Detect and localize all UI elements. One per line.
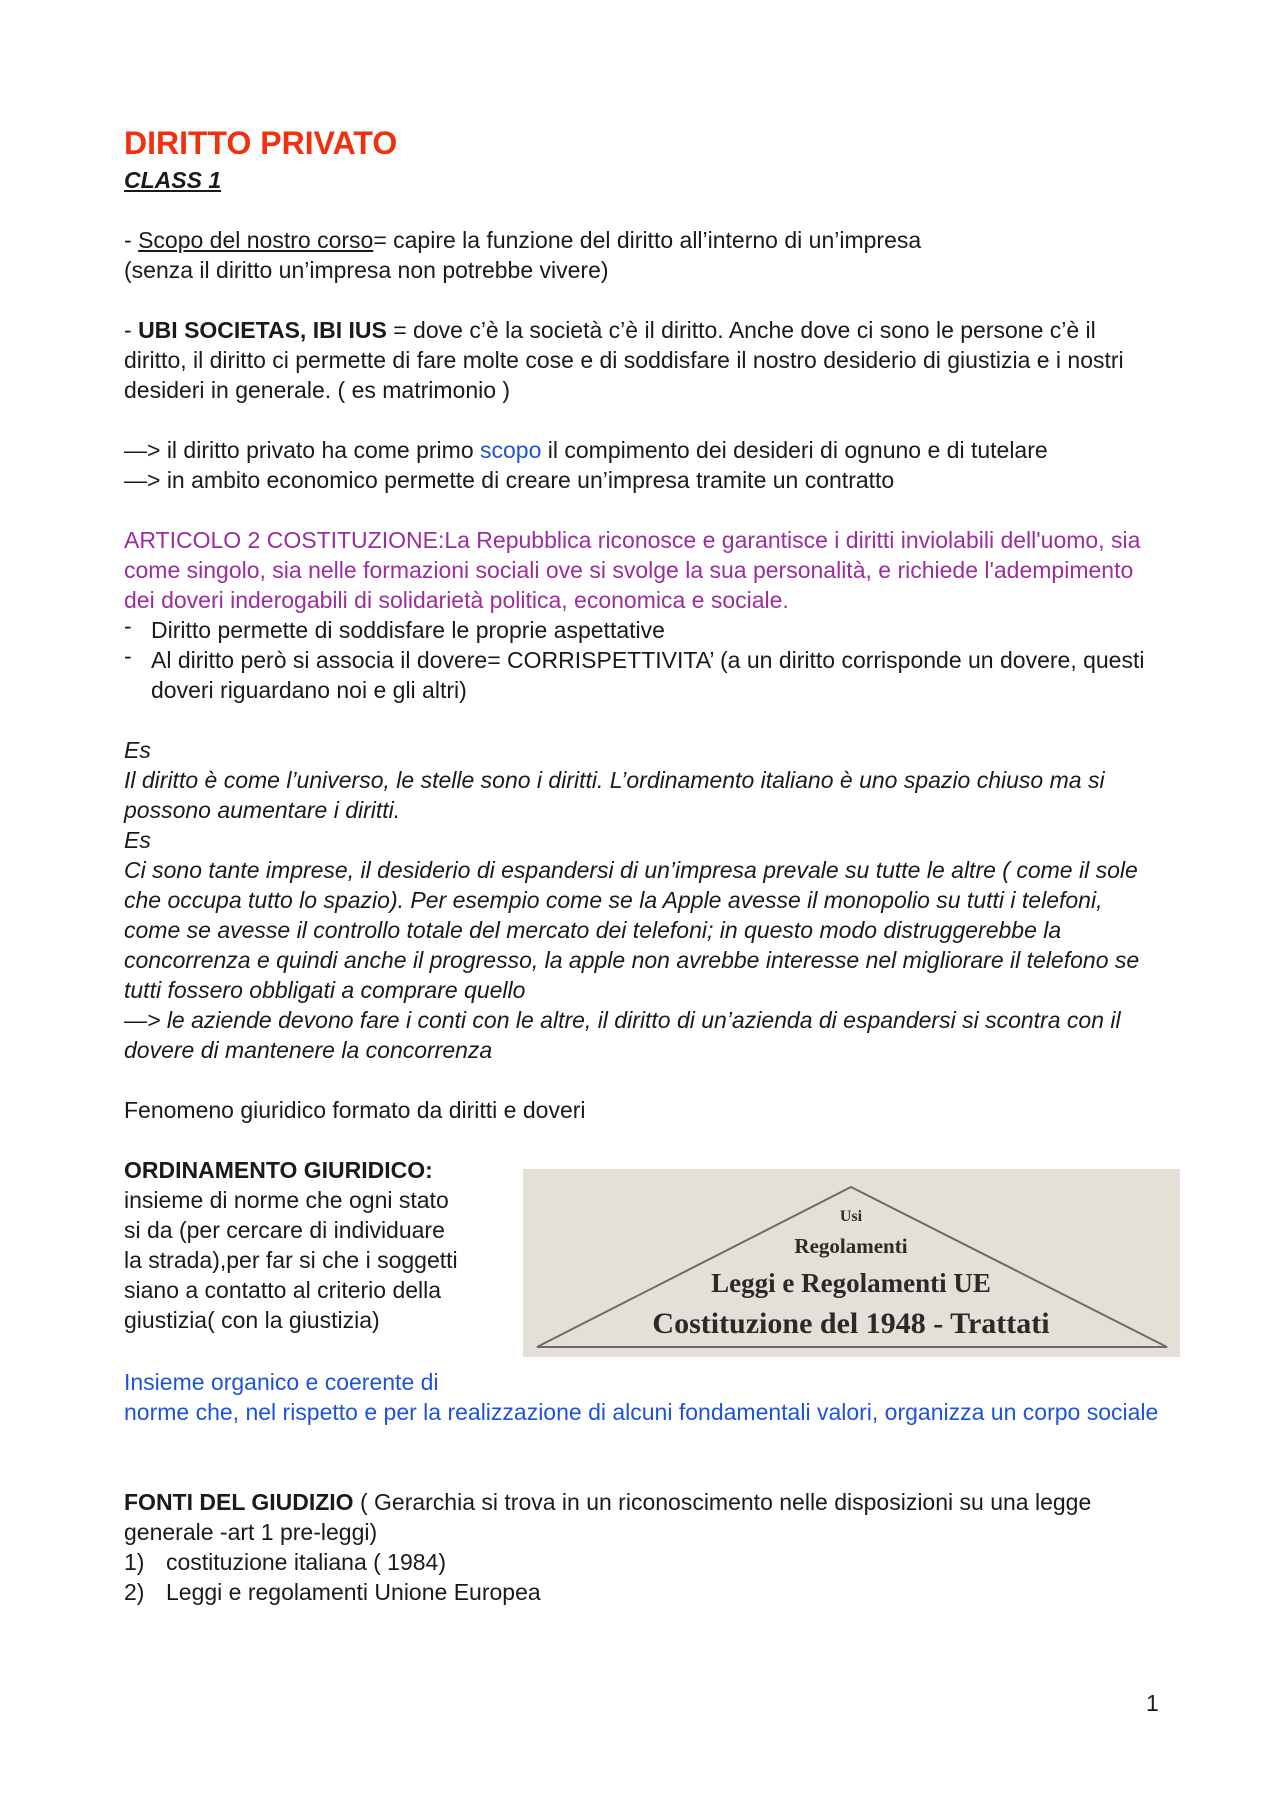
scopo-paragraph: [124, 225, 1164, 255]
ordinamento-heading-line: [124, 1155, 464, 1185]
pyramid-level-costituzione: Costituzione del 1948 - Trattati: [652, 1307, 1050, 1340]
list-item: [124, 1577, 1164, 1607]
fonti-paragraph: [124, 1487, 1164, 1547]
ubi-paragraph: [124, 315, 1164, 405]
example-2-conclusion: —> le aziende devono fare i conti con le altre, il diritto di un’azienda di espandersi si scontra con il dovere di mantenere la concorrenza: [124, 1007, 1121, 1063]
scopo-term: Scopo del nostro corso: [138, 227, 374, 253]
articolo-bullet-list: [124, 615, 1164, 705]
ordinamento-blue-line-2: norme che, nel rispetto e per la realizzazione di alcuni fondamentali valori, organizza un corpo sociale: [124, 1399, 1159, 1425]
ordinamento-text-block: [124, 1155, 464, 1335]
class-label: CLASS 1: [124, 167, 222, 193]
example-1-label: Es: [124, 737, 151, 763]
ordinamento-blue-line-1: Insieme organico e coerente di: [124, 1369, 439, 1395]
ordinamento-blue-definition: [124, 1367, 1164, 1427]
list-item-number: 1): [124, 1549, 145, 1575]
example-2-label: Es: [124, 827, 151, 853]
fonti-list: [124, 1547, 1164, 1607]
ubi-prefix: -: [124, 317, 139, 343]
arrow-line-1: [124, 435, 1164, 465]
list-item: - Al diritto però si associa il dovere= CORRISPETTIVITA’ (a un diritto corrisponde un dovere, questi doveri riguardano noi e gli altri): [124, 645, 1164, 705]
scopo-note: (senza il diritto un’impresa non potrebbe vivere): [124, 257, 609, 283]
hierarchy-pyramid-image: [523, 1169, 1180, 1357]
ubi-text: = dove c’è la società c’è il diritto. Anche dove ci sono le persone c’è il diritto, il diritto ci permette di fare molte cose e di soddisfare il nostro desiderio di giustizia e i nostri desideri in generale. ( es matrimonio ): [124, 317, 1124, 403]
list-item-number: 2): [124, 1579, 145, 1605]
list-item-label: costituzione italiana ( 1984): [166, 1549, 446, 1575]
example-1-text: Il diritto è come l’universo, le stelle sono i diritti. L’ordinamento italiano è uno spazio chiuso ma si possono aumentare i diritti.: [124, 767, 1105, 823]
ordinamento-definition: insieme di norme che ogni stato si da (per cercare di individuare la strada),per far si che i soggetti siano a contatto al criterio della giustizia( con la giustizia): [124, 1187, 458, 1333]
scopo-definition: = capire la funzione del diritto all’interno di un’impresa: [373, 227, 922, 253]
list-item-label: Leggi e regolamenti Unione Europea: [166, 1579, 541, 1605]
ubi-term: UBI SOCIETAS, IBI IUS: [138, 317, 387, 343]
document-content: [124, 125, 1164, 1607]
arrow-line-1-before: —> il diritto privato ha come primo: [124, 437, 480, 463]
scopo-prefix: -: [124, 227, 139, 253]
document-title: DIRITTO PRIVATO: [124, 125, 398, 161]
pyramid-level-regolamenti: Regolamenti: [794, 1234, 908, 1258]
ordinamento-colon: :: [425, 1157, 433, 1183]
fenomeno-text: Fenomeno giuridico formato da diritti e doveri: [124, 1097, 586, 1123]
ordinamento-heading: ORDINAMENTO GIURIDICO: [124, 1157, 426, 1183]
pyramid-level-leggi-ue: Leggi e Regolamenti UE: [711, 1268, 991, 1298]
page-number: 1: [1146, 1690, 1159, 1716]
arrow-line-1-highlight: scopo: [480, 437, 542, 463]
fonti-text: ( Gerarchia si trova in un riconoscimento nelle disposizioni su una legge generale -art 1 pre-leggi): [124, 1489, 1092, 1545]
ordinamento-section: [124, 1155, 1164, 1427]
list-item: [124, 1547, 1164, 1577]
example-2-text: Ci sono tante imprese, il desiderio di espandersi di un’impresa prevale su tutte le altre ( come il sole che occupa tutto lo spazio). Per esempio come se la Apple avesse il monopolio su tutti i telefoni, come se avesse il controllo totale del mercato dei telefoni; in questo modo distruggerebbe la concorrenza e quindi anche il progresso, la apple non avrebbe interesse nel migliorare il telefono se tutti fossero obbligati a comprare quello: [124, 857, 1140, 1003]
fonti-heading: FONTI DEL GIUDIZIO: [124, 1489, 354, 1515]
arrow-line-1-after: il compimento dei desideri di ognuno e di tutelare: [541, 437, 1048, 463]
articolo-2-text: ARTICOLO 2 COSTITUZIONE:La Repubblica riconosce e garantisce i diritti inviolabili dell'uomo, sia come singolo, sia nelle formazioni sociali ove si svolge la sua personalità, e richiede l'adempimento dei doveri inderogabili di solidarietà politica, economica e sociale.: [124, 527, 1141, 613]
pyramid-diagram: [523, 1169, 1180, 1357]
pyramid-level-usi: Usi: [839, 1208, 863, 1225]
arrow-line-2: —> in ambito economico permette di creare un’impresa tramite un contratto: [124, 467, 895, 493]
list-item: - Diritto permette di soddisfare le proprie aspettative: [124, 615, 1164, 645]
